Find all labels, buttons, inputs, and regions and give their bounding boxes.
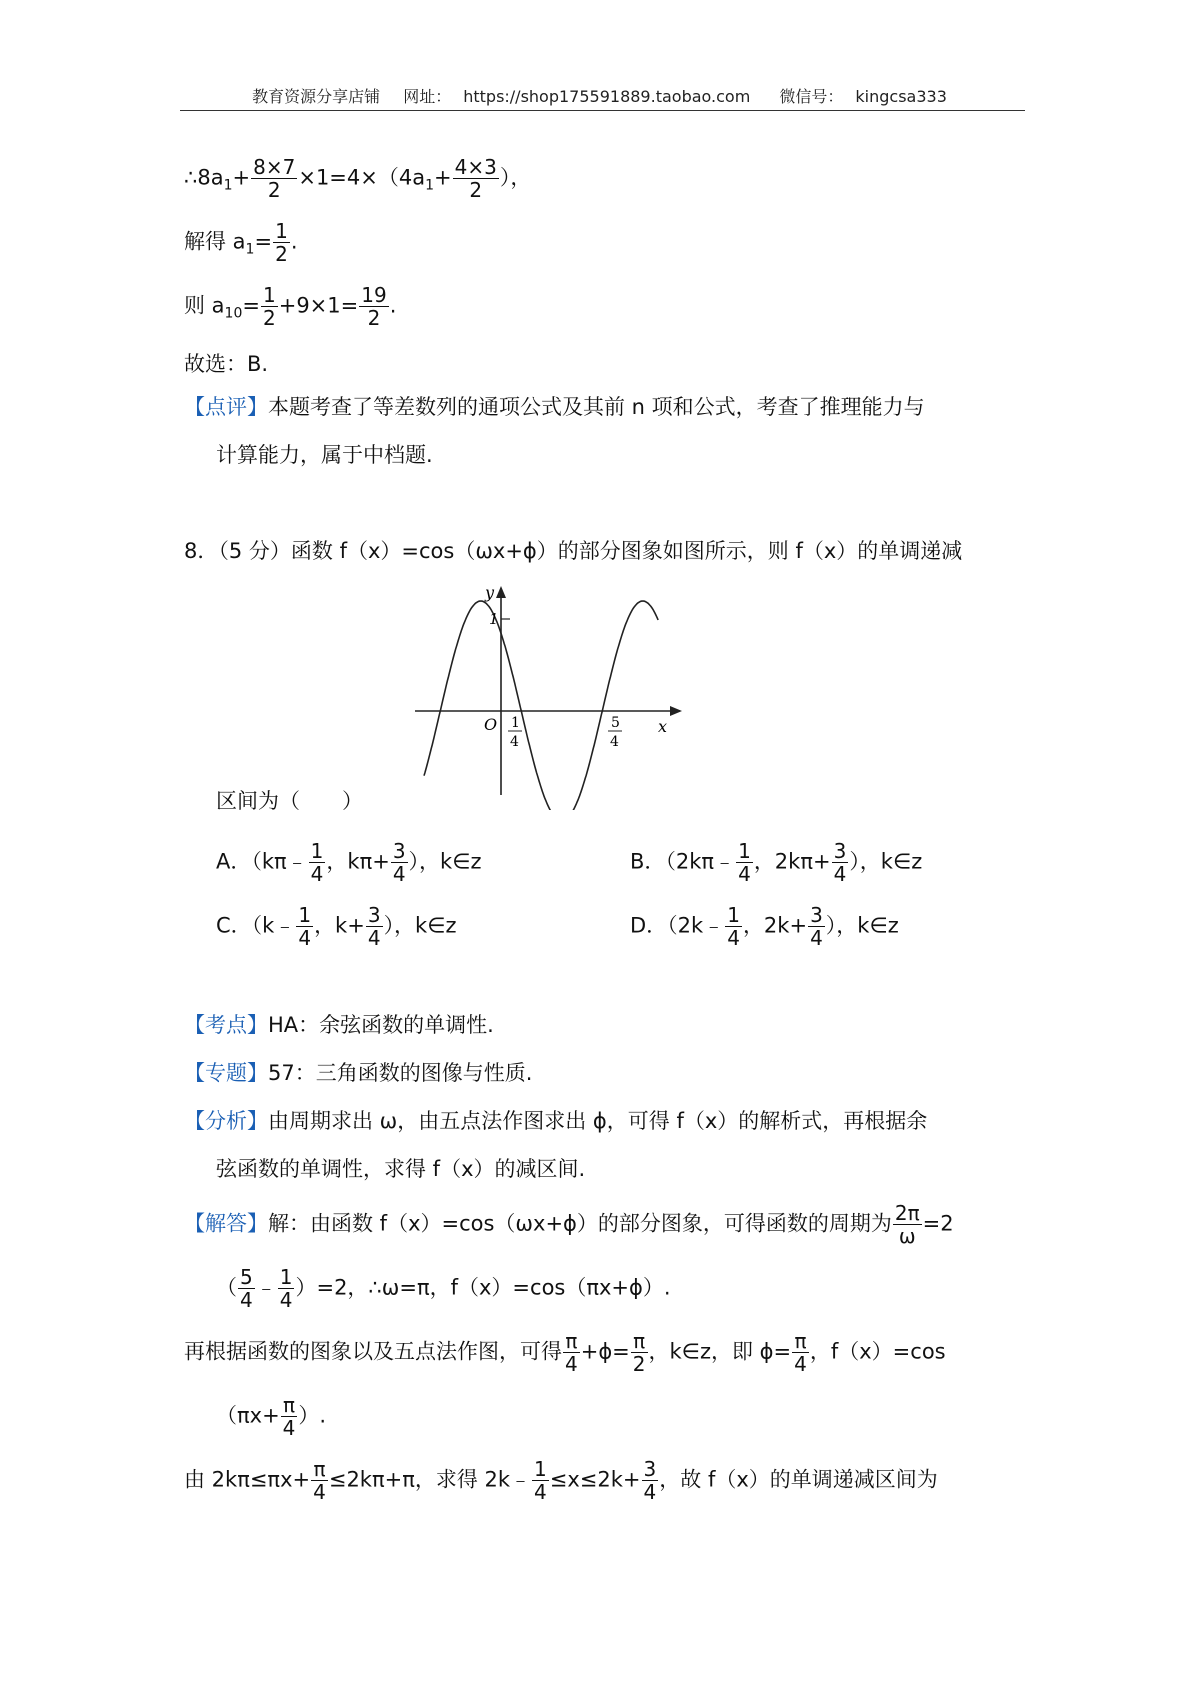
jieda-line-5: 由 2kπ≤πx+ $\frac{\pi}{4}$ ≤2kπ+π，求得 2k﹣ $\frac{1}{4}$ ≤x≤2k+ $\frac{3}{4}$ ，故 f（x）的单调递减区间为 [184, 1457, 938, 1504]
header-rule [180, 110, 1025, 111]
wechat-label: 微信号： [779, 87, 844, 106]
origin-label: O [484, 715, 498, 734]
page-header [180, 84, 1025, 107]
option-a: A．（kπ﹣ $\frac{1}{4}$ ，kπ+ $\frac{3}{4}$ ），k∈z [216, 839, 482, 886]
eq-line-2: 解得 $a_1=$ $\frac{1}{2}$ . [184, 219, 298, 266]
kaodian-line: 【考点】HA：余弦函数的单调性. [184, 1013, 494, 1037]
x-axis-label: x [658, 717, 668, 736]
x-tick-1-num: 1 [511, 715, 520, 731]
fraction: $\frac{1}{2}$ [275, 219, 288, 266]
cosine-graph [400, 580, 700, 810]
review-line-2: 计算能力，属于中档题. [216, 443, 433, 467]
y-axis-arrow [496, 586, 506, 598]
site-url[interactable]: https://shop175591889.taobao.com [463, 87, 751, 106]
fenxi-tag: 【分析】 [184, 1109, 268, 1133]
option-c: C．（k﹣ $\frac{1}{4}$ ，k+ $\frac{3}{4}$ ），k∈z [216, 903, 457, 950]
wechat-id: kingcsa333 [855, 87, 947, 106]
option-b: B．（2kπ﹣ $\frac{1}{4}$ ，2kπ+ $\frac{3}{4}$ ），k∈z [630, 839, 923, 886]
jieda-line-4: （πx+ $\frac{\pi}{4}$ ）. [216, 1393, 327, 1440]
fraction: $\frac{19}{2}$ [361, 283, 387, 330]
jieda-tag: 【解答】 [184, 1211, 268, 1236]
kaodian-tag: 【考点】 [184, 1013, 268, 1037]
fraction: $\frac{4\times 3}{2}$ [454, 155, 497, 202]
x-tick-2-den: 4 [610, 734, 619, 750]
y-tick-1: 1 [489, 610, 499, 628]
x-tick-2-num: 5 [611, 715, 620, 731]
question-8-stem-2: 区间为（ ） [216, 789, 363, 813]
fraction: $\frac{8\times 7}{2}$ [253, 155, 296, 202]
review-line-1: 【点评】本题考查了等差数列的通项公式及其前 n 项和公式，考查了推理能力与 [184, 395, 925, 419]
jieda-line-3: 再根据函数的图象以及五点法作图，可得 $\frac{\pi}{4}$ +ϕ= $\frac{\pi}{2}$ ，k∈z，即 ϕ= $\frac{\pi}{4}$ ，f（x）=cos [184, 1329, 946, 1376]
store-name: 教育资源分享店铺 [252, 87, 381, 106]
question-8-stem: 8．（5 分）函数 f（x）=cos（ωx+ϕ）的部分图象如图所示，则 f（x）的单调递减 [184, 539, 963, 563]
y-axis-label: y [485, 583, 495, 602]
eq-line-1: $\therefore 8a_1+$ $\frac{8\times 7}{2}$ $\times 1=4\times(4a_1+$ $\frac{4\times 3}{2}$ ）， [184, 155, 532, 202]
eq-line-3: 则 $a_{10}=$ $\frac{1}{2}$ +9×1= $\frac{19}{2}$ . [184, 283, 397, 330]
fraction: $\frac{1}{2}$ [262, 283, 276, 330]
answer-choice: 故选：B. [184, 352, 269, 376]
jieda-line-1: 【解答】解：由函数 f（x）=cos（ωx+ϕ）的部分图象，可得函数的周期为 $\frac{2\pi}{\omega}$ =2 [184, 1201, 954, 1248]
cosine-curve [424, 601, 658, 810]
jieda-line-2: （ $\frac{5}{4}$ ﹣ $\frac{1}{4}$ ）=2，∴ω=π，f（x）=cos（πx+ϕ）. [216, 1265, 671, 1312]
zhuanti-line: 【专题】57：三角函数的图像与性质. [184, 1061, 533, 1085]
review-tag: 【点评】 [184, 395, 268, 419]
zhuanti-tag: 【专题】 [184, 1061, 268, 1085]
option-d: D．（2k﹣ $\frac{1}{4}$ ，2k+ $\frac{3}{4}$ ），k∈z [630, 903, 899, 950]
x-tick-1-den: 4 [510, 734, 519, 750]
site-label: 网址： [403, 87, 452, 106]
fenxi-line-2: 弦函数的单调性，求得 f（x）的减区间. [216, 1157, 586, 1181]
fenxi-line-1: 【分析】由周期求出 ω，由五点法作图求出 ϕ，可得 f（x）的解析式，再根据余 [184, 1109, 928, 1133]
x-axis-arrow [670, 706, 682, 716]
